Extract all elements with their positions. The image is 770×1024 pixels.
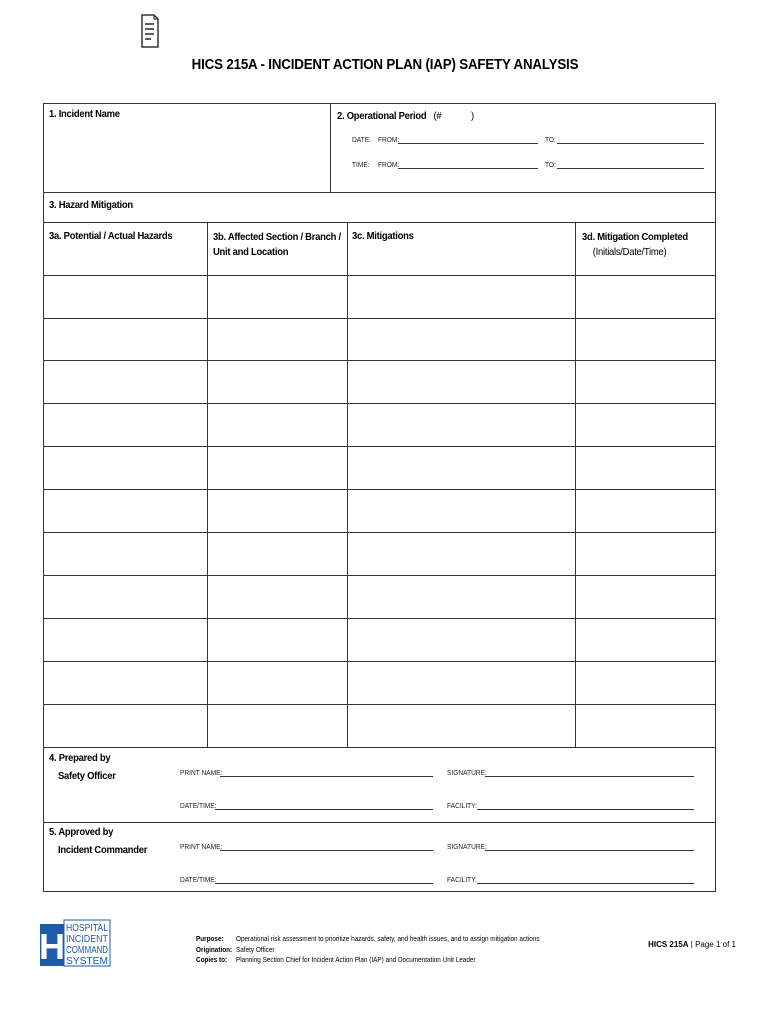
incident-name-label: 1. Incident Name (49, 108, 120, 120)
divider (43, 822, 716, 823)
approved-by-role: Incident Commander (58, 844, 148, 856)
divider (43, 222, 716, 223)
date-to-field[interactable] (557, 143, 704, 144)
approved-print-name-field[interactable] (220, 850, 433, 851)
time-from-label: FROM: (378, 160, 400, 169)
prepared-datetime-field[interactable] (215, 809, 433, 810)
footer-values: Operational risk assessment to prioritize hazards, safety, and health issues, and to assign mitigation actions Safety Officer Planning Section Chief for Incident Action Plan (IAP) and Documentation Unit Leader (236, 934, 540, 964)
approved-by-label: 5. Approved by (49, 826, 114, 838)
approved-print-name-label: PRINT NAME: (180, 842, 223, 851)
table-row[interactable] (44, 533, 716, 575)
hazard-mitigation-label: 3. Hazard Mitigation (49, 199, 133, 211)
divider (330, 103, 331, 193)
table-row[interactable] (44, 662, 716, 704)
column-header-mitigations: 3c. Mitigations (352, 230, 414, 242)
svg-text:INCIDENT: INCIDENT (66, 934, 108, 945)
column-header-mitigation-completed: 3d. Mitigation Completed (Initials/Date/Time) (582, 231, 688, 258)
svg-text:SYSTEM: SYSTEM (66, 956, 108, 967)
divider (43, 747, 716, 748)
approved-datetime-label: DATE/TIME: (180, 875, 217, 884)
divider (43, 192, 716, 193)
table-row[interactable] (44, 705, 716, 747)
column-header-affected-section: 3b. Affected Section / Branch / Unit and Location (213, 231, 341, 258)
date-from-field[interactable] (398, 143, 538, 144)
column-header-hazards: 3a. Potential / Actual Hazards (49, 230, 173, 242)
prepared-print-name-label: PRINT NAME: (180, 768, 223, 777)
operational-period-number-field[interactable] (433, 109, 469, 123)
time-to-label: TO: (545, 160, 556, 169)
date-label: DATE: (352, 135, 371, 144)
table-row[interactable] (44, 619, 716, 661)
time-label: TIME: (352, 160, 370, 169)
incident-name-field[interactable] (44, 124, 329, 192)
prepared-facility-field[interactable] (477, 809, 694, 810)
prepared-signature-label: SIGNATURE: (447, 768, 487, 777)
prepared-by-role: Safety Officer (58, 770, 116, 782)
prepared-facility-label: FACILITY: (447, 801, 478, 810)
operational-period-close: ) (471, 110, 474, 122)
table-row[interactable] (44, 361, 716, 403)
prepared-signature-field[interactable] (485, 776, 694, 777)
footer-labels: Purpose: Origination: Copies to: (196, 934, 233, 964)
prepared-by-label: 4. Prepared by (49, 752, 111, 764)
page-indicator: HICS 215A | Page 1 of 1 (648, 940, 736, 949)
approved-signature-field[interactable] (485, 850, 694, 851)
table-row[interactable] (44, 276, 716, 318)
table-row[interactable] (44, 319, 716, 360)
time-from-field[interactable] (398, 168, 538, 169)
svg-text:H: H (39, 926, 65, 967)
date-from-label: FROM: (378, 135, 400, 144)
approved-facility-label: FACILITY: (447, 875, 478, 884)
date-to-label: TO: (545, 135, 556, 144)
form-title: HICS 215A - INCIDENT ACTION PLAN (IAP) SAFETY ANALYSIS (191, 57, 579, 73)
operational-period-label: 2. Operational Period (# (337, 110, 442, 122)
hics-logo (39, 918, 111, 968)
approved-signature-label: SIGNATURE: (447, 842, 487, 851)
table-row[interactable] (44, 447, 716, 489)
svg-text:HOSPITAL: HOSPITAL (66, 923, 109, 934)
approved-datetime-field[interactable] (215, 883, 433, 884)
prepared-datetime-label: DATE/TIME: (180, 801, 217, 810)
table-row[interactable] (44, 404, 716, 446)
svg-text:COMMAND: COMMAND (66, 945, 108, 956)
document-icon (141, 14, 159, 48)
prepared-print-name-field[interactable] (220, 776, 433, 777)
time-to-field[interactable] (557, 168, 704, 169)
table-row[interactable] (44, 576, 716, 618)
approved-facility-field[interactable] (477, 883, 694, 884)
table-row[interactable] (44, 490, 716, 532)
